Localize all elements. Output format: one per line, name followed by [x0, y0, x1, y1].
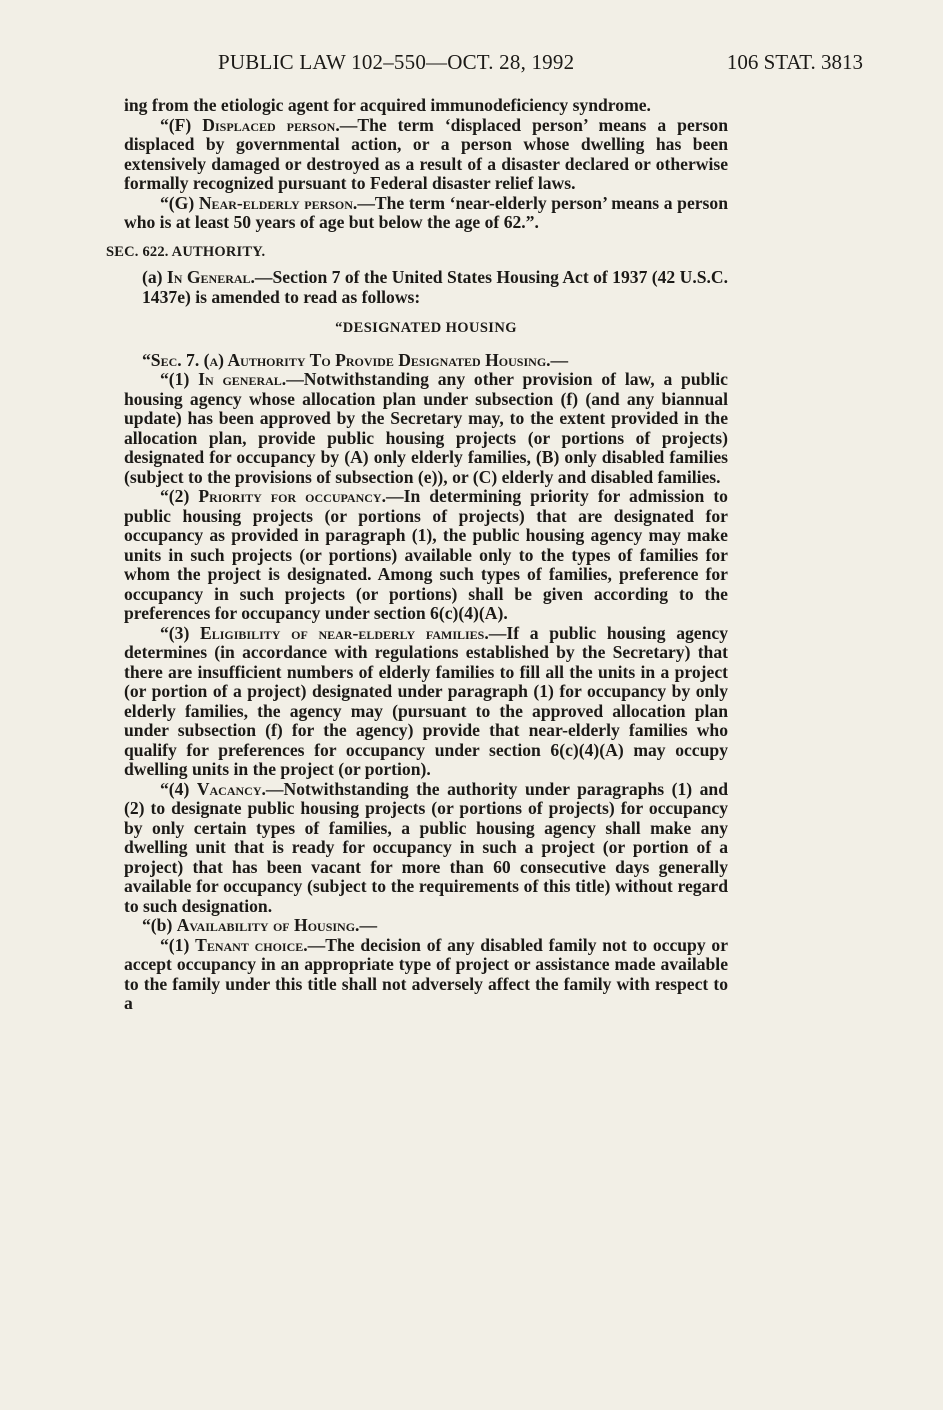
paragraph-heading: Vacancy	[196, 778, 262, 799]
paragraph-displaced-person: “(F) Displaced person.—The term ‘displaced person’ means a person displaced by governmental action, or a person whose dwelling has been extensively damaged or destroyed as a result of a disaster declared or otherwise formally recognized pursuant to Federal disaster relief laws.	[124, 114, 729, 193]
subsection-heading: Authority To Provide Designated Housing	[227, 349, 547, 370]
running-header	[0, 50, 943, 80]
paragraph-b-availability: “(b) Availability of Housing.—	[142, 915, 378, 935]
term-heading: Near-elderly person	[198, 192, 353, 213]
paragraph-in-general: (a) In General.—Section 7 of the United States Housing Act of 1937 (42 U.S.C. 1437e) is amended to read as follows:	[142, 267, 729, 307]
paragraph-sec-7: “Sec. 7. (a) Authority To Provide Designated Housing.—	[142, 349, 569, 370]
header-title: PUBLIC LAW 102–550—OCT. 28, 1992	[218, 50, 575, 74]
term-heading: Displaced person	[202, 114, 336, 135]
centered-heading: “DESIGNATED HOUSING	[335, 320, 517, 336]
paragraph-heading: Tenant choice	[195, 934, 304, 955]
paragraph-3-eligibility: “(3) Eligibility of near-elderly families.—If a public housing agency determines (in accordance with regulations established by the Secretary) that there are insufficient numbers of elderly families to fill all the units in a project (or portion of a project) designated under paragraph (1) for occupancy by only elderly families, the agency may (pursuant to the approved allocation plan under subsection (f) for the agency) provide that near-elderly families who qualify for preferences for occupancy under section 6(c)(4)(A) may occupy dwelling units in the project (or portion).	[124, 622, 728, 779]
subsection-heading: In General	[166, 267, 251, 287]
paragraph-heading: In general	[198, 369, 282, 389]
paragraph-1-tenant-choice: “(1) Tenant choice.—The decision of any disabled family not to occupy or accept occupancy in an appropriate type of project or assistance made available to the family under this title shall not adversely affect the family with respect to a	[124, 934, 728, 1013]
paragraph-heading: Priority for occupancy	[198, 486, 382, 506]
paragraph-near-elderly-person: “(G) Near-elderly person.—The term ‘near-elderly person’ means a person who is at least 50 years of age but below the age of 62.”.	[124, 192, 728, 232]
paragraph-1-in-general: “(1) In general.—Notwithstanding any other provision of law, a public housing agency whose allocation plan under subsection (f) (and any biannual update) has been approved by the Secretary may, to the extent provided in the allocation plan, provide public housing projects (or portions of projects) designated for occupancy by (A) only elderly families, (B) only disabled families (subject to the provisions of subsection (e)), or (C) elderly and disabled families.	[124, 369, 728, 487]
statute-page-number: 106 STAT. 3813	[726, 50, 863, 74]
paragraph-2-priority: “(2) Priority for occupancy.—In determining priority for admission to public housing projects (or portions of projects) that are designated for occupancy as provided in paragraph (1), the public housing agency may make units in such projects (or portions) available only to the types of families for whom the project is designated. Among such types of families, preference for occupancy in such projects (or portions) shall be given according to the preferences for occupancy under section 6(c)(4)(A).	[124, 486, 728, 623]
paragraph-4-vacancy: “(4) Vacancy.—Notwithstanding the authority under paragraphs (1) and (2) to designate public housing projects (or portions of projects) for occupancy by only certain types of families, a public housing agency shall make any dwelling unit that is ready for occupancy in such a project (or portion of a project) that has been vacant for more than 60 consecutive days generally available for occupancy (subject to the requirements of this title) without regard to such designation.	[124, 778, 728, 916]
subsection-heading: Availability of Housing	[176, 915, 356, 935]
section-heading: SEC. 622. AUTHORITY.	[106, 243, 266, 260]
paragraph-continuation: ing from the etiologic agent for acquired immunodeficiency syndrome.	[124, 95, 651, 115]
paragraph-heading: Eligibility of near-elderly families	[200, 622, 485, 643]
body-text	[106, 95, 729, 1014]
